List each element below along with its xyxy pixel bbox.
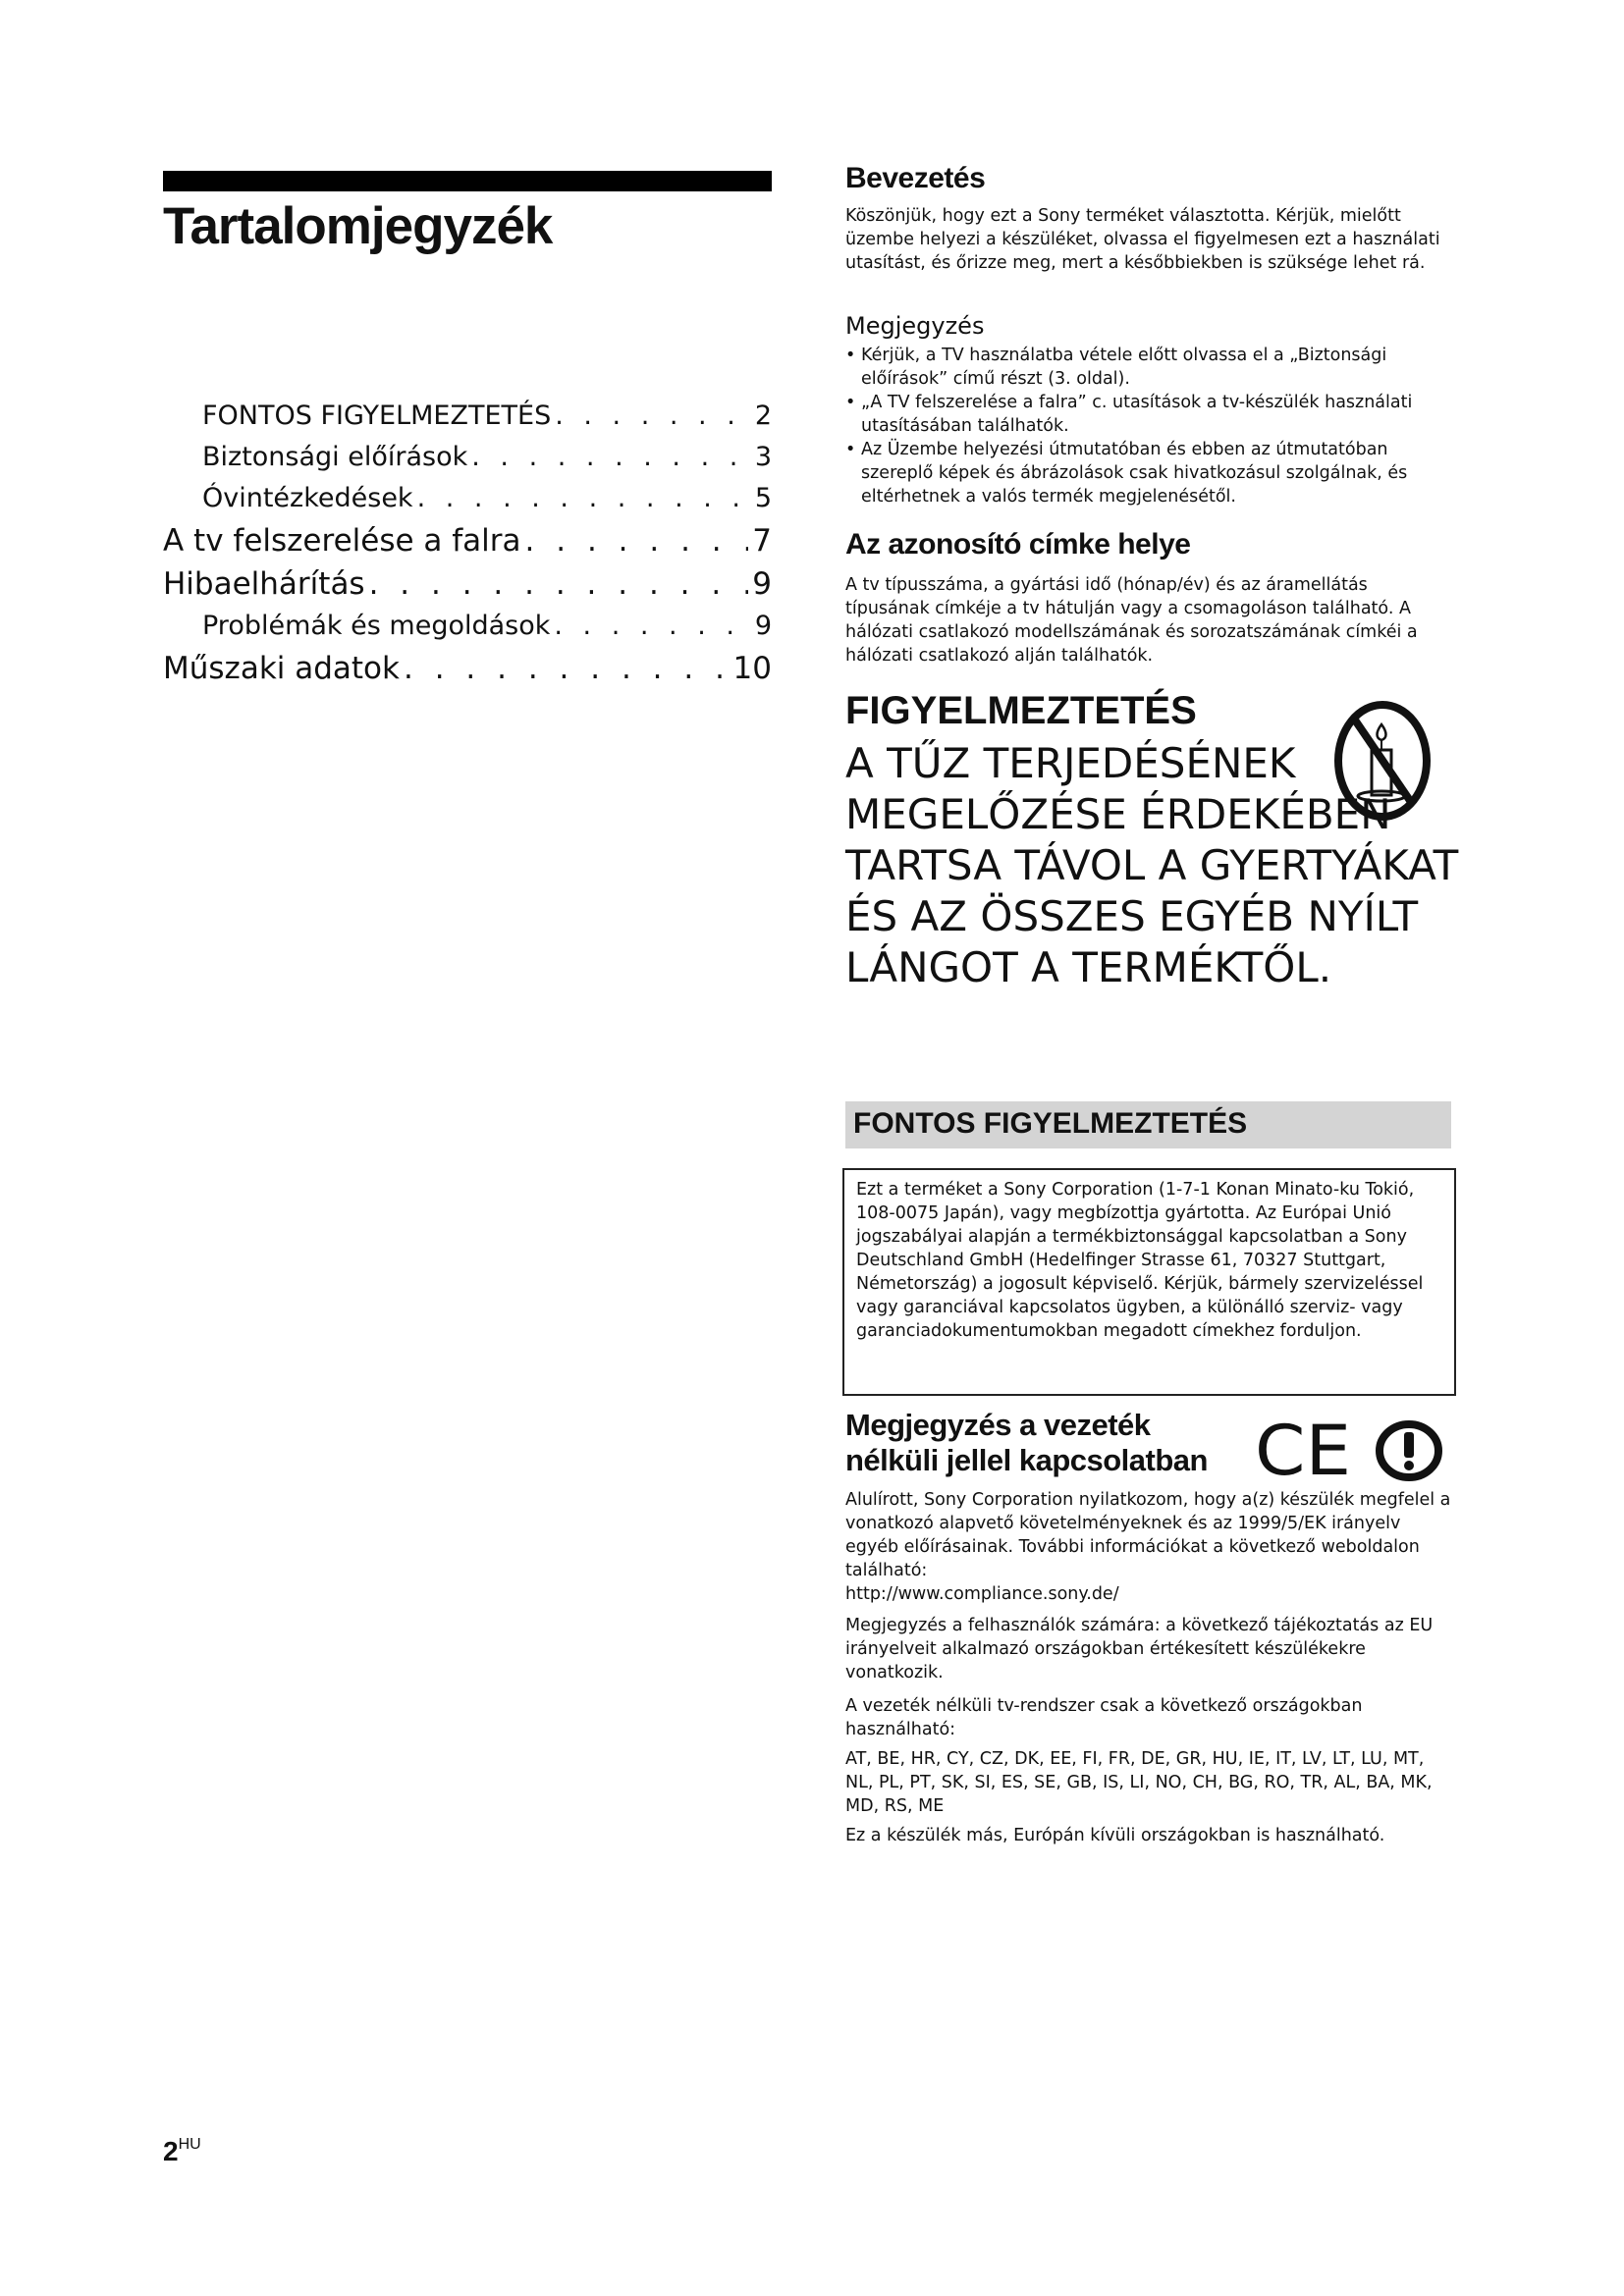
toc-entry-label: Hibaelhárítás — [163, 566, 365, 602]
svg-text:CE: CE — [1255, 1417, 1351, 1480]
wireless-eu-note: Megjegyzés a felhasználók számára: a következő tájékoztatás az EU irányelveit alkalmazó országokban értékesített készülékekre vonatkozik. — [845, 1616, 1434, 1682]
wireless-usage: A vezeték nélküli tv-rendszer csak a következő országokban használható: — [845, 1696, 1363, 1739]
toc-entry[interactable] — [163, 647, 772, 690]
label-location-heading: Az azonosító címke helye — [845, 528, 1191, 561]
wireless-outside-eu: Ez a készülék más, Európán kívüli országokban is használható. — [845, 1826, 1385, 1845]
fire-warning-title: FIGYELMEZTETÉS — [845, 689, 1197, 732]
language-code: HU — [178, 2136, 201, 2153]
ce-mark-icon — [1255, 1417, 1353, 1480]
important-notice-text: Ezt a terméket a Sony Corporation (1-7-1 Konan Minato-ku Tokió, 108-0075 Japán), vagy megbízottja gyártotta. Az Európai Unió jogszabályai alapján a termékbiztonsággal kapcsolatban a Sony Deutschland GmbH (Hedelfinger Strasse 61, 70327 Stuttgart, Németország) a jogosult képviselő. Kérjük, bármely szervizeléssel vagy garanciával kapcsolatos ügyben, a különálló szerviz- vagy garanciadokumentumokban megadott címekhez forduljon. — [856, 1180, 1424, 1341]
toc-entry-page: 2 — [754, 400, 772, 431]
toc-entry[interactable] — [163, 396, 772, 437]
note-item: • „A TV felszerelése a falra” c. utasítások a tv-készülék használati utasításában találhatók. — [845, 391, 1454, 438]
toc-entry-page: 10 — [732, 651, 772, 686]
compliance-url[interactable]: http://www.compliance.sony.de/ — [845, 1584, 1119, 1604]
toc-entry[interactable] — [163, 562, 772, 606]
toc-title: Tartalomjegyzék — [163, 197, 553, 255]
toc-entry-page: 7 — [752, 523, 772, 559]
toc-entry[interactable] — [163, 437, 772, 478]
toc-entry-page: 9 — [752, 566, 772, 602]
toc-entry-page: 5 — [754, 483, 772, 513]
toc-entry[interactable] — [163, 478, 772, 519]
note-item: • Az Üzembe helyezési útmutatóban és ebben az útmutatóban szereplő képek és ábrázolások csak hivatkozásul szolgálnak, és eltérhetnek a valós termék megjelenésétől. — [845, 438, 1454, 508]
title-rule — [163, 171, 772, 191]
class2-alert-icon — [1375, 1419, 1443, 1482]
note-item: • Kérjük, a TV használatba vétele előtt olvassa el a „Biztonsági előírások” című részt (3. oldal). — [845, 344, 1454, 391]
toc-entry-label: Műszaki adatok — [163, 651, 400, 686]
toc-list — [163, 396, 772, 690]
toc-entry-label: A tv felszerelése a falra — [163, 523, 521, 559]
toc-entry-label: Biztonsági előírások — [202, 442, 468, 472]
country-list: AT, BE, HR, CY, CZ, DK, EE, FI, FR, DE, GR, HU, IE, IT, LV, LT, LU, MT, NL, PL, PT, SK, SI, ES, SE, GB, IS, LI, NO, CH, BG, RO, TR, AL, BA, MK, MD, RS, ME — [845, 1749, 1433, 1816]
toc-entry[interactable] — [163, 519, 772, 562]
page-number: $2^{HU}$ — [163, 2136, 201, 2166]
toc-entry-label: Óvintézkedések — [202, 483, 413, 513]
wireless-declaration: Alulírott, Sony Corporation nyilatkozom, hogy a(z) készülék megfelel a vonatkozó alapvető követelményeknek és az 1999/5/EK irányelv egyéb előírásainak. További információkat a következő weboldalon található: — [845, 1490, 1451, 1580]
toc-entry[interactable] — [163, 606, 772, 647]
toc-entry-label: Problémák és megoldások — [202, 611, 551, 641]
toc-entry-label: FONTOS FIGYELMEZTETÉS — [202, 400, 552, 431]
fire-warning-text: A TŰZ TERJEDÉSÉNEK MEGELŐZÉSE ÉRDEKÉBEN TARTSA TÁVOL A GYERTYÁKAT ÉS AZ ÖSSZES EGYÉB NYÍLT LÁNGOT A TERMÉKTŐL. — [845, 739, 1459, 991]
important-notice-banner — [845, 1101, 1451, 1148]
wireless-heading: Megjegyzés a vezeték nélküli jellel kapcsolatban — [845, 1408, 1208, 1477]
intro-text: Köszönjük, hogy ezt a Sony terméket választotta. Kérjük, mielőtt üzembe helyezi a készüléket, olvassa el figyelmesen ezt a használati utasítást, és őrizze meg, mert a későbbiekben is szüksége lehet rá. — [845, 206, 1440, 273]
important-notice-box — [842, 1168, 1456, 1396]
label-location-text: A tv típusszáma, a gyártási idő (hónap/év) és az áramellátás típusának címkéje a tv hátulján vagy a csomagoláson található. A hálózati csatlakozó modellszámának és sorozatszámának címkéi a hálózati csatlakozó alján találhatók. — [845, 575, 1418, 666]
toc-entry-page: 3 — [754, 442, 772, 472]
note-heading: Megjegyzés — [845, 312, 985, 340]
no-candle-icon — [1332, 699, 1433, 823]
important-notice-heading: FONTOS FIGYELMEZTETÉS — [853, 1107, 1248, 1140]
intro-heading: Bevezetés — [845, 162, 986, 194]
toc-entry-page: 9 — [754, 611, 772, 641]
note-list — [845, 344, 1454, 508]
